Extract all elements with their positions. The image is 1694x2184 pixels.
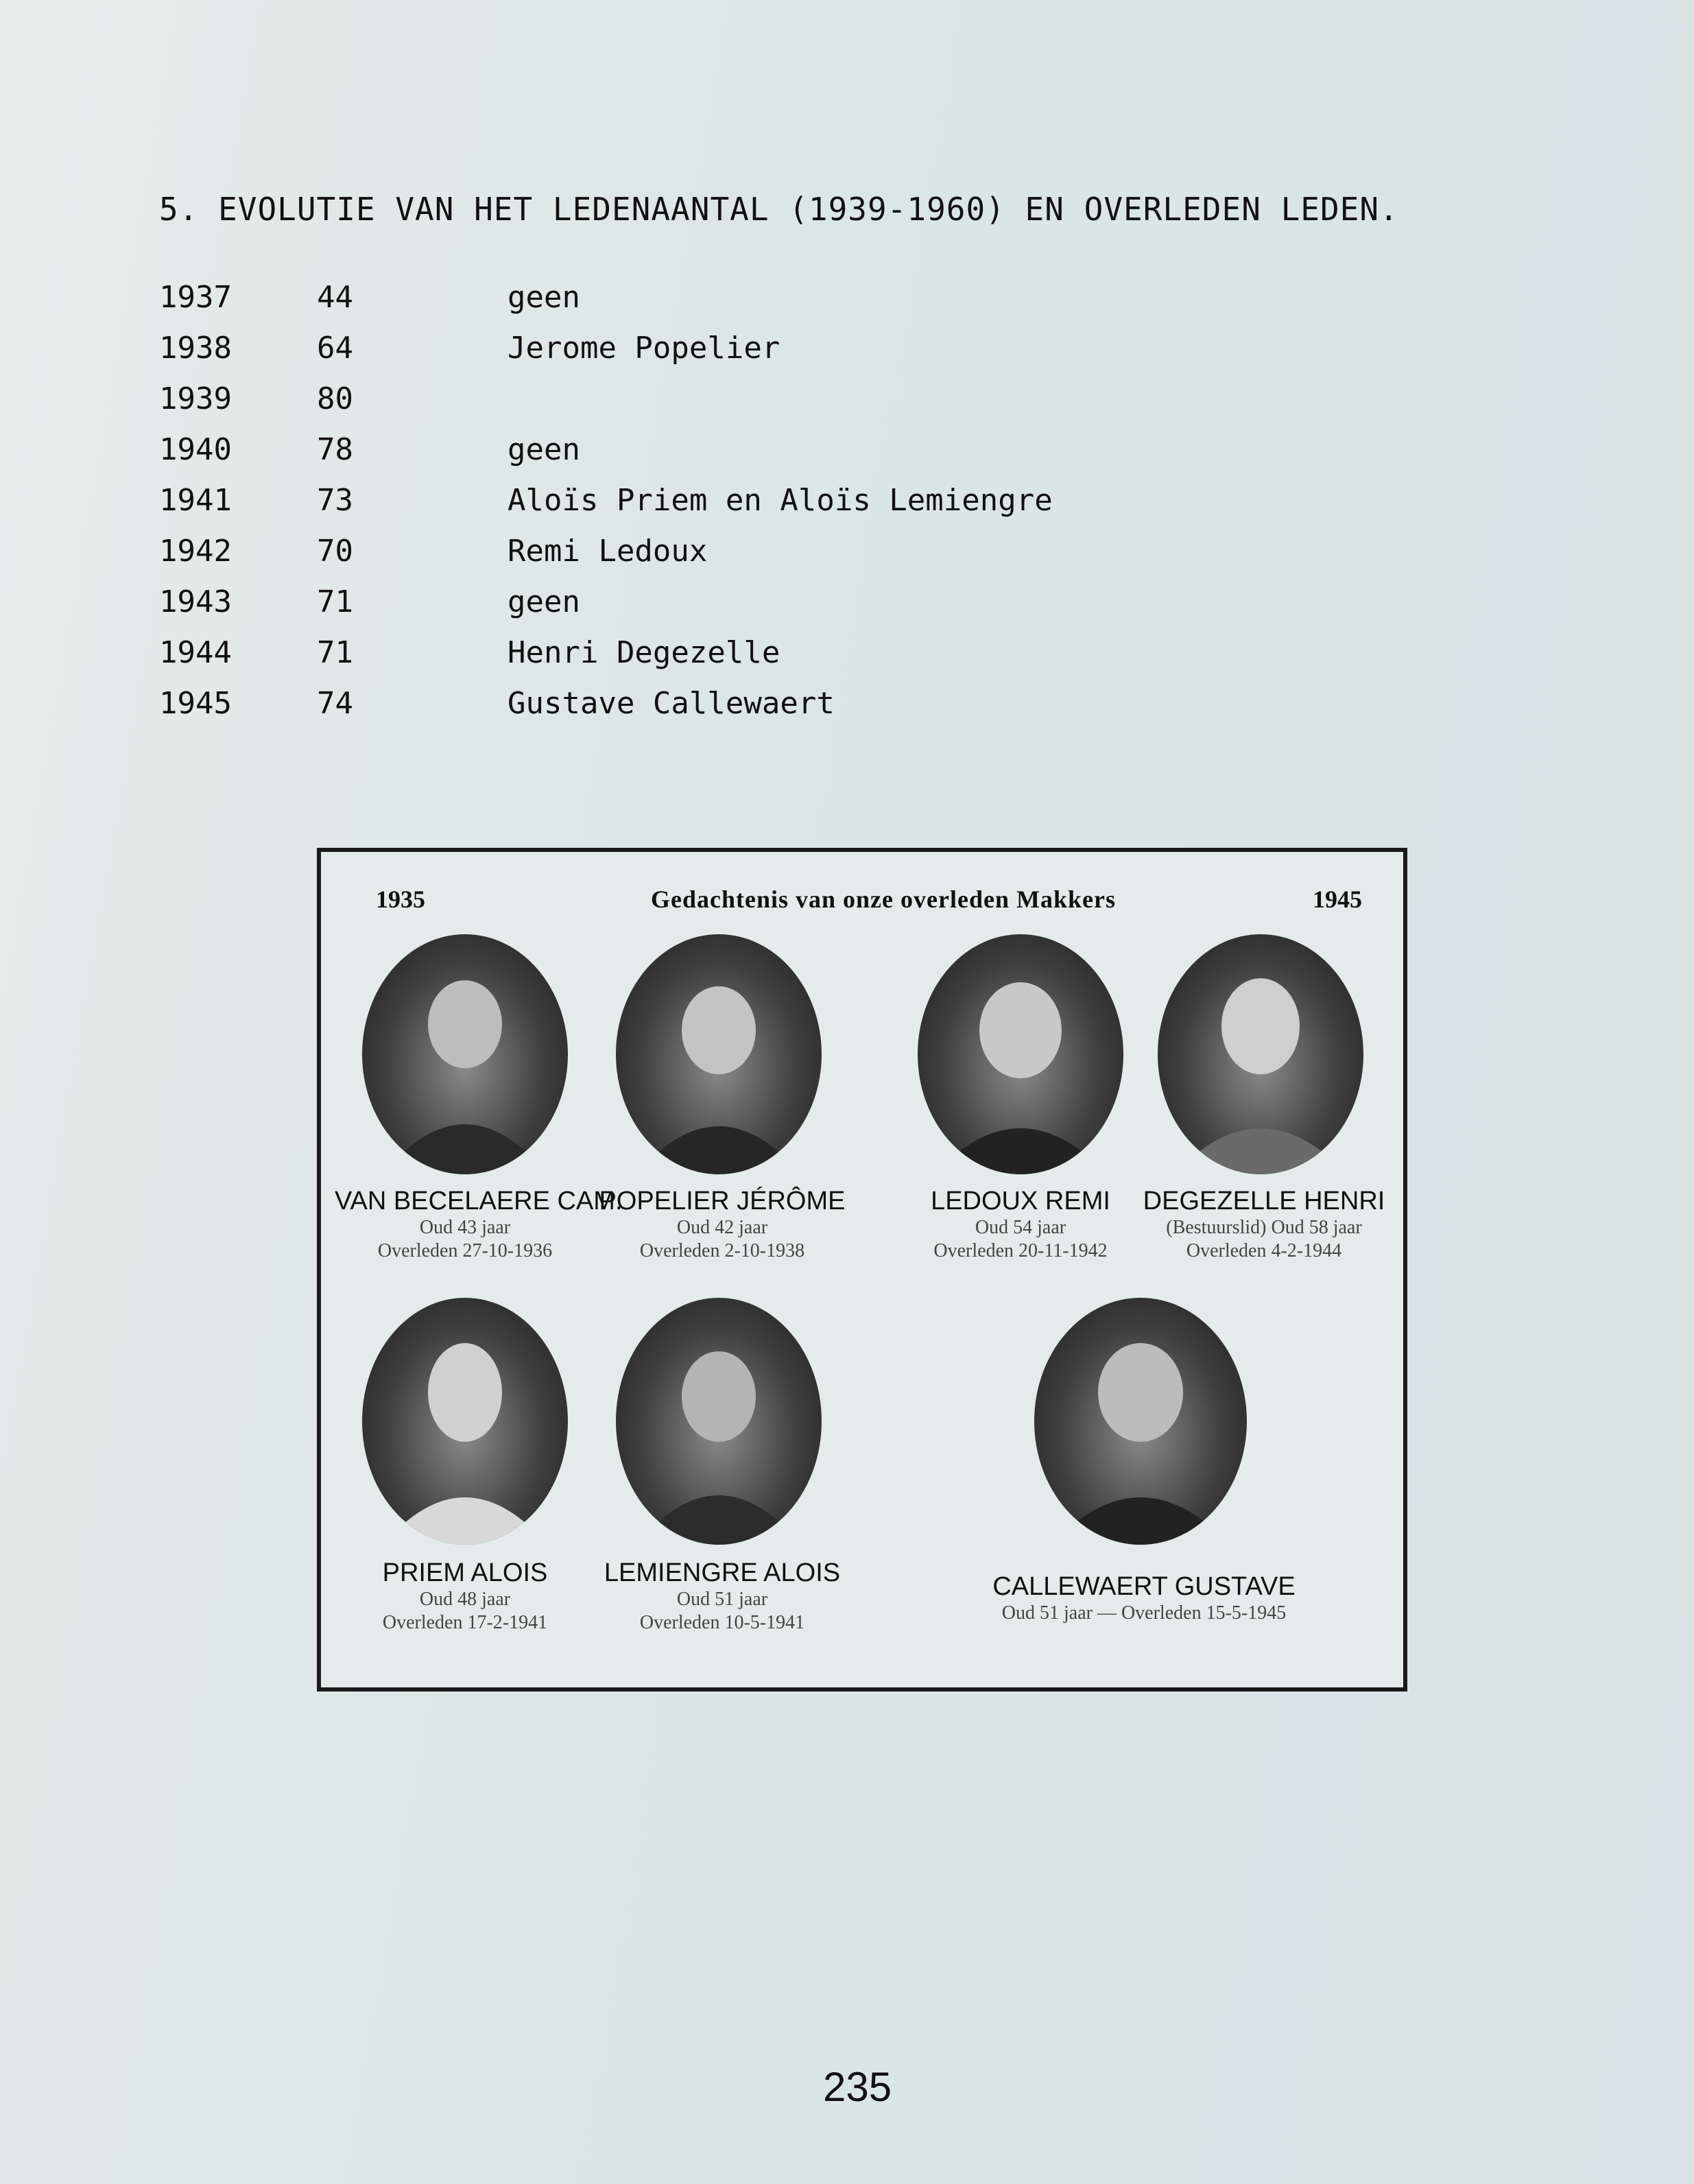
person-death-date: Overleden 4-2-1944	[1186, 1240, 1342, 1261]
deceased-cell: Jerome Popelier	[508, 331, 780, 366]
deceased-cell: Henri Degezelle	[508, 635, 780, 670]
year-cell: 1941	[159, 483, 232, 518]
person-death-date: Overleden 27-10-1936	[377, 1240, 553, 1261]
person-name: DEGEZELLE HENRI	[1143, 1187, 1385, 1215]
memorial-title: Gedachtenis van onze overleden Makkers	[651, 886, 1116, 913]
person-age-and-death: Oud 51 jaar — Overleden 15-5-1945	[1001, 1602, 1287, 1624]
person-age: Oud 51 jaar	[676, 1589, 768, 1610]
portrait-caption	[599, 1558, 846, 1635]
deceased-cell: Aloïs Priem en Aloïs Lemiengre	[508, 483, 1053, 518]
deceased-cell: Gustave Callewaert	[508, 686, 835, 721]
count-cell: 78	[317, 432, 353, 467]
count-cell: 74	[317, 686, 353, 721]
portrait-photo	[362, 934, 568, 1174]
year-cell: 1943	[159, 584, 232, 619]
year-cell: 1939	[159, 381, 232, 416]
person-age: (Bestuurslid) Oud 58 jaar	[1166, 1217, 1362, 1238]
count-cell: 73	[317, 483, 353, 518]
person-death-date: Overleden 2-10-1938	[639, 1240, 805, 1261]
deceased-cell: geen	[508, 432, 580, 467]
person-death-date: Overleden 10-5-1941	[639, 1612, 805, 1633]
portrait-photo	[616, 934, 822, 1174]
portrait-photo	[616, 1298, 822, 1545]
person-name: CALLEWAERT GUSTAVE	[992, 1572, 1296, 1601]
person-name: PRIEM ALOIS	[382, 1558, 548, 1587]
person-death-date: Overleden 20-11-1942	[933, 1240, 1108, 1261]
year-cell: 1945	[159, 686, 232, 721]
portrait-caption	[335, 1187, 623, 1263]
deceased-cell: geen	[508, 280, 580, 315]
section-heading: 5. EVOLUTIE VAN HET LEDENAANTAL (1939-1960) EN OVERLEDEN LEDEN.	[159, 191, 1399, 228]
person-name: LEDOUX REMI	[931, 1187, 1110, 1215]
person-name: LEMIENGRE ALOIS	[604, 1558, 841, 1587]
deceased-cell: Remi Ledoux	[508, 534, 708, 569]
year-cell: 1940	[159, 432, 232, 467]
year-cell: 1942	[159, 534, 232, 569]
portrait-caption	[938, 1572, 1350, 1625]
memorial-card	[317, 848, 1407, 1692]
count-cell: 64	[317, 331, 353, 366]
person-age: Oud 54 jaar	[975, 1217, 1066, 1238]
person-name: VAN BECELAERE CAM.	[335, 1187, 623, 1215]
portrait-photo	[1034, 1298, 1247, 1545]
portrait-caption	[599, 1187, 846, 1263]
count-cell: 80	[317, 381, 353, 416]
count-cell: 71	[317, 584, 353, 619]
count-cell: 44	[317, 280, 353, 315]
portrait-photo	[918, 934, 1123, 1174]
portrait-caption	[1141, 1187, 1387, 1263]
deceased-cell: geen	[508, 584, 580, 619]
person-age: Oud 42 jaar	[676, 1217, 768, 1238]
year-cell: 1944	[159, 635, 232, 670]
person-age: Oud 43 jaar	[419, 1217, 511, 1238]
count-cell: 71	[317, 635, 353, 670]
portrait-photo	[1158, 934, 1363, 1174]
page-number: 235	[823, 2064, 892, 2110]
person-name: POPELIER JÉRÔME	[599, 1187, 846, 1215]
year-cell: 1938	[159, 331, 232, 366]
person-death-date: Overleden 17-2-1941	[382, 1612, 548, 1633]
count-cell: 70	[317, 534, 353, 569]
portrait-caption	[335, 1558, 595, 1635]
memorial-start-year: 1935	[376, 886, 425, 913]
person-age: Oud 48 jaar	[419, 1589, 511, 1610]
portrait-photo	[362, 1298, 568, 1545]
year-cell: 1937	[159, 280, 232, 315]
memorial-end-year: 1945	[1313, 886, 1362, 913]
portrait-caption	[897, 1187, 1144, 1263]
